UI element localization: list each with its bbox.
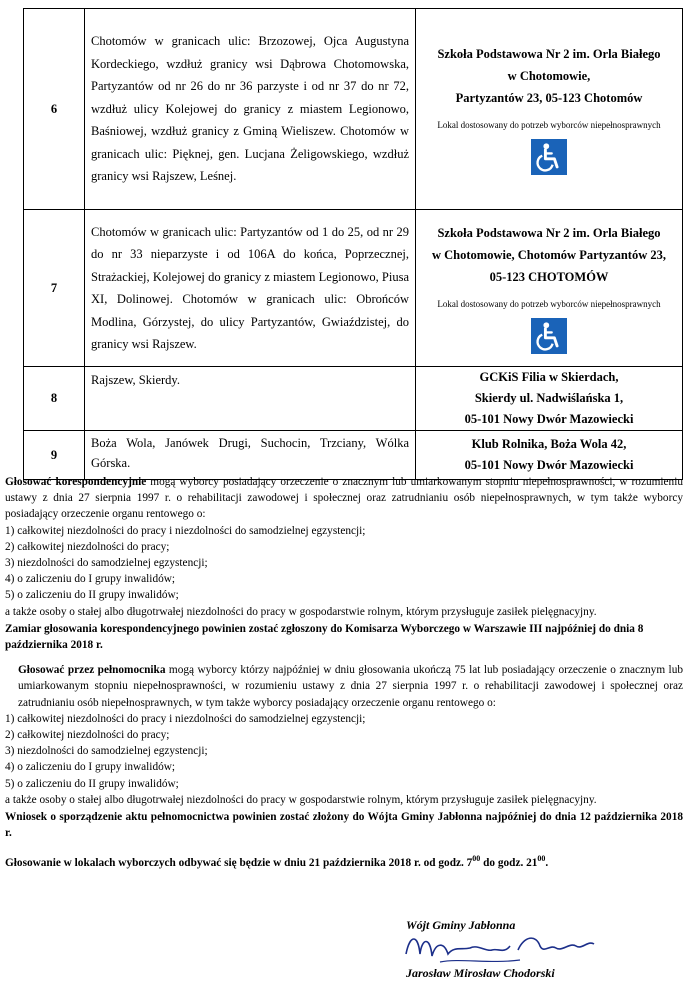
table-row [24,367,683,431]
accessibility-note: Lokal dostosowany do potrzeb wyborców niepełnosprawnych [437,299,661,309]
list-item: 5) o zaliczeniu do II grupy inwalidów; [5,777,179,790]
signature-block [370,918,610,984]
wheelchair-icon [531,139,567,175]
correspondence-intro [5,474,683,523]
list-item: 1) całkowitej niezdolności do pracy i niezdolności do samodzielnej egzystencji; [5,712,366,725]
voting-hours [5,851,683,871]
list-item: 3) niezdolności do samodzielnej egzystencji; [5,557,208,570]
station-line: w Chotomowie, Chotomów Partyzantów 23, [432,248,666,262]
table-row [24,431,683,480]
station-line: GCKiS Filia w Skierdach, [479,370,619,384]
list-tail: a także osoby o stałej albo długotrwałej niezdolności do pracy w gospodarstwie rolnym, którym przysługuje zasiłek pielęgnacyjny. [5,793,597,806]
correspondence-deadline: Zamiar głosowania korespondencyjnego powinien zostać zgłoszony do Komisarza Wyborczego w Warszawie III najpóźniej do dnia 8 października 2018 r. [5,622,644,652]
list-item: 5) o zaliczeniu do II grupy inwalidów; [5,589,179,602]
station-line: Szkoła Podstawowa Nr 2 im. Orla Białego [437,226,661,240]
station-line: w Chotomowie, [507,69,591,83]
signatory-title: Wójt Gminy Jabłonna [406,918,516,932]
station-line: 05-101 Nowy Dwór Mazowiecki [464,458,634,472]
district-area: Boża Wola, Janówek Drugi, Suchocin, Trzciany, Wólka Górska. [85,431,416,480]
time-minutes: 00 [537,854,546,864]
wheelchair-icon [531,318,567,354]
district-area: Chotomów w granicach ulic: Partyzantów od 1 do 25, od nr 29 do nr 33 nieparzyste i od 106A do końca, Poprzecznej, Strażackiej, Kolejowej do granicy z miastem Legionowo, Piusa XI, Dolinowej. Chotomów w granicach ulic: Obrońców Modlina, Górzystej, do ulicy Partyzantów, Gwiaździstej, do granicy wsi Rajszew. [85,210,416,367]
accessibility-note: Lokal dostosowany do potrzeb wyborców niepełnosprawnych [437,120,661,130]
district-number: 6 [24,9,85,210]
time-minutes: 00 [472,854,481,864]
voting-hours-text: Głosowanie w lokalach wyborczych odbywać się będzie w dniu 21 października 2018 r. od godz. 7 [5,857,473,870]
district-number: 9 [24,431,85,480]
voting-hours-mid: do godz. 21 [480,857,538,870]
station-line: Szkoła Podstawowa Nr 2 im. Orla Białego [437,47,661,61]
polling-station [416,210,683,367]
district-number: 8 [24,367,85,431]
correspondence-heading: Głosować korespondencyjnie [5,476,147,488]
station-line: Klub Rolnika, Boża Wola 42, [471,437,627,451]
station-line: Skierdy ul. Nadwiślańska 1, [474,391,624,405]
list-item: 3) niezdolności do samodzielnej egzystencji; [5,745,208,758]
list-item: 4) o zaliczeniu do I grupy inwalidów; [5,573,176,586]
list-tail: a także osoby o stałej albo długotrwałej niezdolności do pracy w gospodarstwie rolnym, którym przysługuje zasiłek pielęgnacyjny. [5,605,597,618]
table-body [24,9,683,480]
proxy-text: mogą wyborcy którzy najpóźniej w dniu głosowania ukończą 75 lat lub posiadający orzeczenie o znacznym lub umiarkowanym stopniu niepełnosprawności, w rozumieniu ustawy z dnia 27 sierpnia 1997 r. o rehabilitacji zawodowej i społecznej oraz zatrudnianiu osób niepełnosprawnych, w tym także wyborcy posiadający orzeczenie organu rentowego o: [18,664,683,709]
table-row [24,9,683,210]
voting-hours-end: . [545,857,549,870]
station-line: Partyzantów 23, 05-123 Chotomów [455,91,643,105]
proxy-heading: Głosować przez pełnomocnika [18,664,166,677]
proxy-intro [5,662,683,711]
handwritten-signature [400,924,600,972]
station-line: 05-101 Nowy Dwór Mazowiecki [464,412,634,426]
station-line: 05-123 CHOTOMÓW [489,270,609,284]
district-area: Chotomów w granicach ulic: Brzozowej, Ojca Augustyna Kordeckiego, wzdłuż granicy wsi Dąbrowa Chotomowska, Partyzantów od nr 26 do nr 36 parzyste i od nr 37 do nr 72, wzdłuż ulicy Kolejowej do granicy z miastem Legionowo, Baśniowej, wzdłuż granicy z Gminą Wieliszew. Chotomów w granicach ulic: Pięknej, gen. Lucjana Żeligowskiego, wzdłuż granicy wsi Rajszew, Leśnej. [85,9,416,210]
list-item: 2) całkowitej niezdolności do pracy; [5,729,170,742]
polling-districts-table [23,8,683,480]
correspondence-text: mogą wyborcy posiadający orzeczenie o znacznym lub umiarkowanym stopniu niepełnosprawności, w rozumieniu ustawy z dnia 27 sierpnia 1997 r. o rehabilitacji zawodowej i społecznej oraz zatrudnianiu osób niepełnosprawnych, w tym także wyborcy posiadający orzeczenie organu rentowego o: [5,476,683,521]
voting-information [5,474,683,871]
list-item: 4) o zaliczeniu do I grupy inwalidów; [5,761,176,774]
list-item: 2) całkowitej niezdolności do pracy; [5,540,170,553]
district-area: Rajszew, Skierdy. [85,367,416,431]
district-number: 7 [24,210,85,367]
polling-station [416,9,683,210]
table-row [24,210,683,367]
proxy-deadline: Wniosek o sporządzenie aktu pełnomocnictwa powinien zostać złożony do Wójta Gminy Jabłonna najpóźniej do dnia 12 października 2018 r. [5,811,683,840]
polling-station [416,367,683,431]
polling-station [416,431,683,480]
signatory-name: Jarosław Mirosław Chodorski [406,966,555,980]
list-item: 1) całkowitej niezdolności do pracy i niezdolności do samodzielnej egzystencji; [5,524,366,537]
